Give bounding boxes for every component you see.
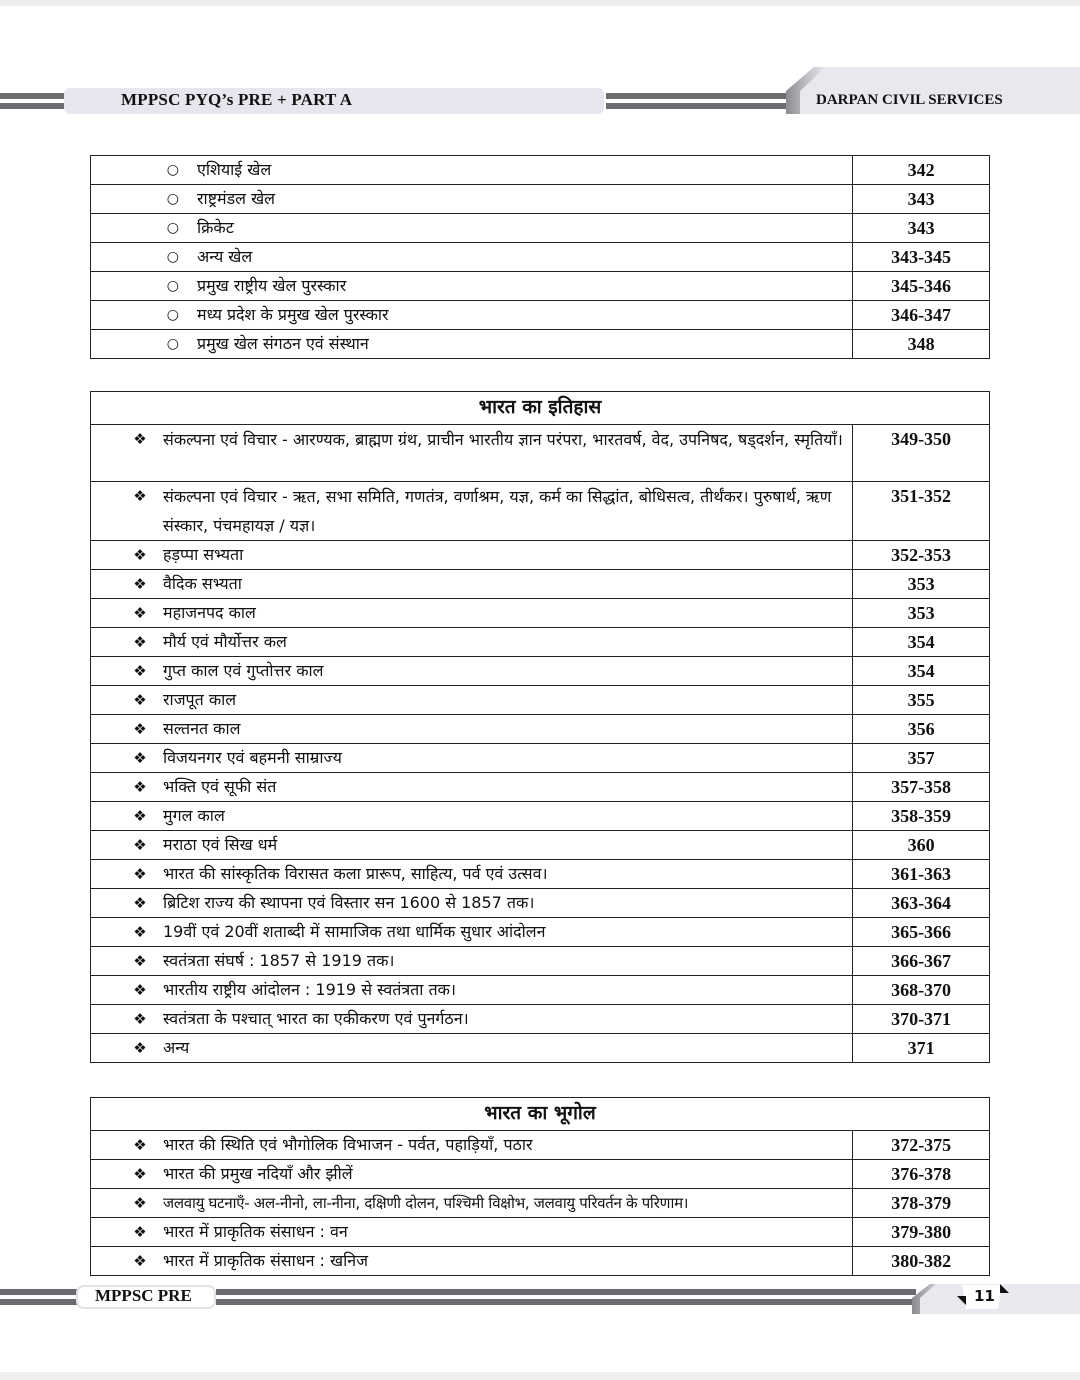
toc-entry[interactable]: भारत की सांस्कृतिक विरासत कला प्रारूप, साहित्य, पर्व एवं उत्सव। (163, 864, 548, 883)
diamond-bullet-icon: ❖ (133, 981, 147, 999)
toc-entry[interactable]: अन्य खेल (197, 247, 253, 266)
table-row (91, 425, 990, 482)
diamond-bullet-icon: ❖ (133, 807, 147, 825)
page-range: 360 (907, 835, 935, 855)
page-range: 365-366 (891, 922, 952, 942)
table-row (91, 1034, 990, 1063)
page-range: 355 (907, 690, 935, 710)
page-range: 346-347 (891, 305, 952, 325)
toc-entry[interactable]: राष्ट्रमंडल खेल (197, 189, 276, 208)
toc-entry[interactable]: मुगल काल (163, 806, 225, 825)
table-row (91, 330, 990, 359)
diamond-bullet-icon: ❖ (133, 487, 147, 505)
table-row (91, 1005, 990, 1034)
page-range: 368-370 (891, 980, 952, 1000)
circle-bullet-icon: ○ (166, 307, 179, 323)
page-range: 378-379 (891, 1193, 952, 1213)
diamond-bullet-icon: ❖ (133, 894, 147, 912)
table-row (91, 570, 990, 599)
toc-entry[interactable]: प्रमुख खेल संगठन एवं संस्थान (197, 334, 369, 353)
toc-entry[interactable]: जलवायु घटनाएँ- अल-नीनो, ला-नीना, दक्षिणी दोलन, पश्चिमी विक्षोभ, जलवायु परिवर्तन के परिणाम। (163, 1194, 689, 1212)
page-range: 353 (907, 603, 935, 623)
table-row (91, 860, 990, 889)
page-range: 356 (907, 719, 935, 739)
page-range: 357-358 (891, 777, 952, 797)
toc-entry[interactable]: संकल्पना एवं विचार - ऋत, सभा समिति, गणतंत्र, वर्णाश्रम, यज्ञ, कर्म का सिद्धांत, बोधिसत्व, तीर्थंकर। पुरुषार्थ, ऋण संस्कार, पंचमहायज्ञ / यज्ञ। (163, 487, 832, 535)
toc-entry[interactable]: 19वीं एवं 20वीं शताब्दी में सामाजिक तथा धार्मिक सुधार आंदोलन (163, 922, 546, 941)
toc-entry[interactable]: मराठा एवं सिख धर्म (163, 835, 278, 854)
toc-entry[interactable]: गुप्त काल एवं गुप्तोत्तर काल (163, 661, 324, 680)
toc-entry[interactable]: स्वतंत्रता संघर्ष : 1857 से 1919 तक। (163, 951, 395, 970)
page-range: 379-380 (891, 1222, 952, 1242)
table-row (91, 1247, 990, 1276)
page-range: 376-378 (891, 1164, 952, 1184)
table-row (91, 301, 990, 330)
diamond-bullet-icon: ❖ (133, 1223, 147, 1241)
circle-bullet-icon: ○ (166, 220, 179, 236)
diamond-bullet-icon: ❖ (133, 633, 147, 651)
page-range: 354 (907, 661, 935, 681)
diamond-bullet-icon: ❖ (133, 720, 147, 738)
page-range: 361-363 (891, 864, 952, 884)
page-range: 353 (907, 574, 935, 594)
geography-toc-table (90, 1097, 990, 1276)
section-header-row (91, 392, 990, 425)
page-range: 363-364 (891, 893, 952, 913)
section-title: भारत का इतिहास (91, 392, 990, 425)
header-stripes-mid (606, 93, 788, 109)
diamond-bullet-icon: ❖ (133, 1194, 147, 1212)
table-row (91, 802, 990, 831)
page-range: 342 (907, 160, 935, 180)
toc-entry[interactable]: वैदिक सभ्यता (163, 574, 242, 593)
page-range: 354 (907, 632, 935, 652)
page-range: 343-345 (891, 247, 952, 267)
page-range: 366-367 (891, 951, 952, 971)
circle-bullet-icon: ○ (166, 278, 179, 294)
diamond-bullet-icon: ❖ (133, 1165, 147, 1183)
toc-entry[interactable]: प्रमुख राष्ट्रीय खेल पुरस्कार (197, 276, 347, 295)
toc-entry[interactable]: भारत में प्राकृतिक संसाधन : खनिज (163, 1251, 369, 1270)
page-range: 348 (907, 334, 935, 354)
diamond-bullet-icon: ❖ (133, 575, 147, 593)
footer-stripes-left (0, 1289, 80, 1305)
diamond-bullet-icon: ❖ (133, 778, 147, 796)
toc-entry[interactable]: ब्रिटिश राज्य की स्थापना एवं विस्तार सन 1600 से 1857 तक। (163, 893, 535, 912)
toc-entry[interactable]: संकल्पना एवं विचार - आरण्यक, ब्राह्मण ग्रंथ, प्राचीन भारतीय ज्ञान परंपरा, भारतवर्ष, वेद, उपनिषद, षड्दर्शन, स्मृतियाँ। (163, 430, 843, 449)
table-row (91, 918, 990, 947)
diamond-bullet-icon: ❖ (133, 1039, 147, 1057)
diamond-bullet-icon: ❖ (133, 1252, 147, 1270)
toc-entry[interactable]: भारत की प्रमुख नदियाँ और झीलें (163, 1164, 353, 1183)
section-header-row (91, 1098, 990, 1131)
diamond-bullet-icon: ❖ (133, 546, 147, 564)
table-row (91, 686, 990, 715)
diamond-bullet-icon: ❖ (133, 952, 147, 970)
table-row (91, 657, 990, 686)
top-edge (0, 0, 1080, 6)
circle-bullet-icon: ○ (166, 249, 179, 265)
toc-entry[interactable]: राजपूत काल (163, 690, 237, 709)
diamond-bullet-icon: ❖ (133, 604, 147, 622)
table-row (91, 976, 990, 1005)
footer-title: MPPSC PRE (95, 1286, 192, 1305)
corner-triangle-icon (1000, 1284, 1009, 1293)
toc-entry[interactable]: महाजनपद काल (163, 603, 256, 622)
table-row (91, 156, 990, 185)
toc-entry[interactable]: अन्य (163, 1038, 190, 1057)
corner-triangle-icon (957, 1296, 966, 1305)
table-row (91, 214, 990, 243)
header-book-title: MPPSC PYQ’s PRE + PART A (121, 90, 353, 109)
footer-stripes-mid (216, 1289, 916, 1305)
table-row (91, 628, 990, 657)
diamond-bullet-icon: ❖ (133, 662, 147, 680)
page-range: 349-350 (891, 429, 952, 449)
history-toc-table (90, 391, 990, 1063)
toc-entry[interactable]: मौर्य एवं मौर्योत्तर कल (163, 632, 287, 651)
table-row (91, 831, 990, 860)
page-range: 351-352 (891, 486, 952, 506)
diamond-bullet-icon: ❖ (133, 923, 147, 941)
table-row (91, 773, 990, 802)
table-row (91, 715, 990, 744)
toc-entry[interactable]: भारत की स्थिति एवं भौगोलिक विभाजन - पर्वत, पहाड़ियाँ, पठार (163, 1135, 533, 1154)
diamond-bullet-icon: ❖ (133, 1136, 147, 1154)
page-range: 380-382 (891, 1251, 952, 1271)
table-row (91, 185, 990, 214)
toc-entry[interactable]: क्रिकेट (197, 218, 234, 237)
diamond-bullet-icon: ❖ (133, 749, 147, 767)
toc-entry[interactable]: मध्य प्रदेश के प्रमुख खेल पुरस्कार (197, 305, 389, 324)
bottom-edge (0, 1372, 1080, 1380)
toc-entry[interactable]: भक्ति एवं सूफी संत (163, 777, 277, 796)
page-range: 371 (907, 1038, 935, 1058)
table-row (91, 1160, 990, 1189)
toc-entry[interactable]: स्वतंत्रता के पश्चात् भारत का एकीकरण एवं पुनर्गठन। (163, 1009, 469, 1028)
diamond-bullet-icon: ❖ (133, 1010, 147, 1028)
toc-entry[interactable]: विजयनगर एवं बहमनी साम्राज्य (163, 748, 342, 767)
table-row (91, 889, 990, 918)
diamond-bullet-icon: ❖ (133, 691, 147, 709)
page-range: 345-346 (891, 276, 952, 296)
table-row (91, 947, 990, 976)
table-row (91, 541, 990, 570)
table-row (91, 1218, 990, 1247)
page-range: 352-353 (891, 545, 952, 565)
table-row (91, 243, 990, 272)
diamond-bullet-icon: ❖ (133, 430, 147, 448)
circle-bullet-icon: ○ (166, 336, 179, 352)
section-title: भारत का भूगोल (91, 1098, 990, 1131)
toc-entry[interactable]: सल्तनत काल (163, 719, 241, 738)
sports-toc-table (90, 155, 990, 359)
toc-entry[interactable]: एशियाई खेल (197, 160, 272, 179)
toc-entry[interactable]: भारत में प्राकृतिक संसाधन : वन (163, 1222, 348, 1241)
page-range: 372-375 (891, 1135, 952, 1155)
diamond-bullet-icon: ❖ (133, 836, 147, 854)
page-range: 370-371 (891, 1009, 952, 1029)
table-row (91, 272, 990, 301)
page-number: 11 (974, 1287, 995, 1305)
page-range: 357 (907, 748, 935, 768)
table-row (91, 482, 990, 541)
toc-entry[interactable]: हड़प्पा सभ्यता (163, 545, 244, 564)
table-row (91, 1131, 990, 1160)
table-row (91, 744, 990, 773)
table-row (91, 599, 990, 628)
page-range: 358-359 (891, 806, 952, 826)
circle-bullet-icon: ○ (166, 191, 179, 207)
page-range: 343 (907, 218, 935, 238)
table-row (91, 1189, 990, 1218)
page-range: 343 (907, 189, 935, 209)
toc-entry[interactable]: भारतीय राष्ट्रीय आंदोलन : 1919 से स्वतंत्रता तक। (163, 980, 456, 999)
circle-bullet-icon: ○ (166, 162, 179, 178)
header-publisher: DARPAN CIVIL SERVICES (816, 92, 1003, 108)
diamond-bullet-icon: ❖ (133, 865, 147, 883)
